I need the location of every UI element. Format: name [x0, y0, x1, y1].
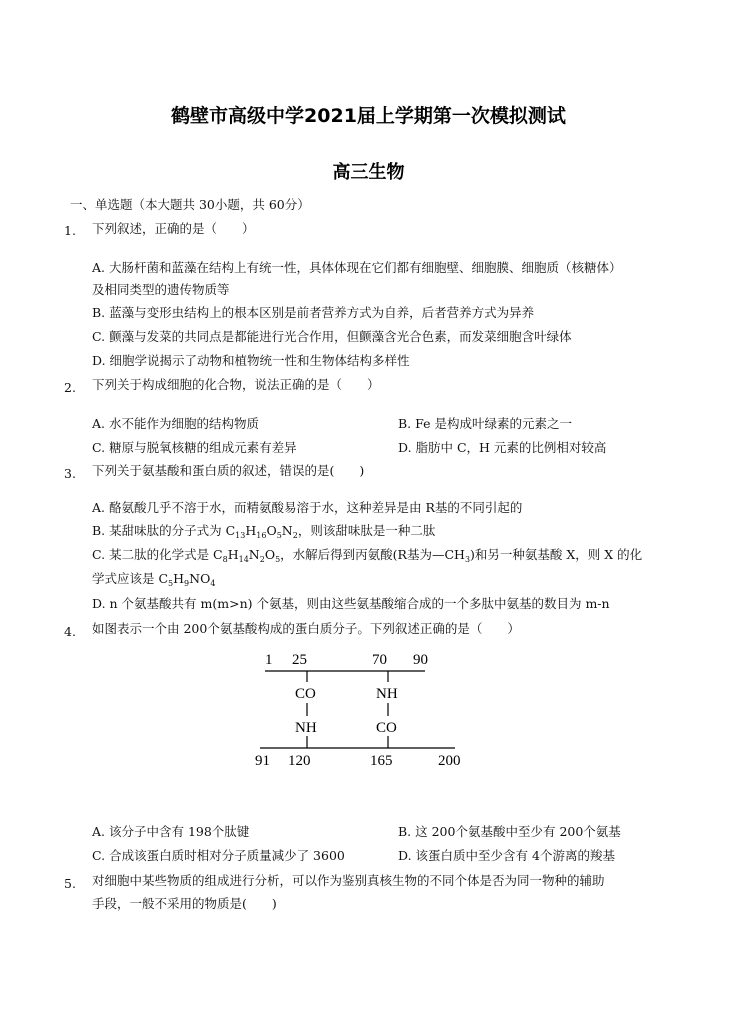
- nh-label: NH: [376, 686, 398, 702]
- option-b: B. Fe 是构成叶绿素的元素之一: [398, 416, 572, 431]
- question-stem: 对细胞中某些物质的组成进行分析，可以作为鉴别真核生物的不同个体是否为同一物种的辅助: [92, 873, 605, 888]
- option-d: D. 脂肪中 C，H 元素的比例相对较高: [398, 440, 607, 455]
- option-a: A. 酪氨酸几乎不溶于水，而精氨酸易溶于水，这种差异是由 R基的不同引起的: [92, 500, 523, 515]
- bottom-label: 165: [370, 753, 393, 769]
- option-c: C. 糖原与脱氧核糖的组成元素有差异: [92, 440, 297, 455]
- top-label: 90: [413, 652, 428, 668]
- option-a: A. 水不能作为细胞的结构物质: [92, 416, 259, 431]
- option-b: B. 某甜味肽的分子式为 $C_{13}H_{16}O_5N_2$，则该甜味肽是一种二肽: [92, 523, 436, 540]
- nh-label: NH: [295, 720, 317, 736]
- question-number: 2.: [64, 380, 76, 395]
- bottom-label: 91: [255, 753, 270, 769]
- exam-subtitle: 高三生物: [332, 162, 405, 183]
- option-c: C. 合成该蛋白质时相对分子质量减少了 3600: [92, 848, 345, 863]
- option-b: B. 这 200个氨基酸中至少有 200个氨基: [398, 824, 621, 839]
- exam-title: 鹤壁市高级中学2021届上学期第一次模拟测试: [171, 105, 566, 127]
- option-d: D. 该蛋白质中至少含有 4个游离的羧基: [398, 848, 615, 863]
- protein-structure-diagram: [255, 646, 475, 776]
- question-stem: 下列关于构成细胞的化合物，说法正确的是（ ）: [92, 377, 380, 392]
- option-a: A. 大肠杆菌和蓝藻在结构上有统一性，具体体现在它们都有细胞壁、细胞膜、细胞质（核糖体）: [92, 260, 622, 275]
- question-stem: 下列关于氨基酸和蛋白质的叙述，错误的是( ): [92, 463, 365, 478]
- question-number: 3.: [64, 466, 76, 481]
- section-heading: 一、单选题（本大题共 30小题，共 60分）: [70, 197, 310, 212]
- co-label: CO: [376, 720, 397, 736]
- option-d: D. 细胞学说揭示了动物和植物统一性和生物体结构多样性: [92, 353, 410, 368]
- question-number: 1.: [64, 223, 76, 238]
- bottom-label: 120: [288, 753, 311, 769]
- question-stem: 下列叙述，正确的是（ ）: [92, 221, 255, 236]
- question-number: 5.: [64, 876, 76, 891]
- top-label: 25: [292, 652, 307, 668]
- option-c: C. 某二肽的化学式是 $C_8H_{14}N_2O_5$，水解后得到丙氨酸(R基为$—CH_3$)和另一种氨基酸 X，则 X 的化: [92, 547, 643, 564]
- co-label: CO: [295, 686, 316, 702]
- question-number: 4.: [64, 624, 76, 639]
- top-label: 1: [265, 652, 273, 668]
- top-label: 70: [372, 652, 387, 668]
- question-stem: 如图表示一个由 200个氨基酸构成的蛋白质分子。下列叙述正确的是（ ）: [92, 621, 520, 636]
- option-b: B. 蓝藻与变形虫结构上的根本区别是前者营养方式为自养，后者营养方式为异养: [92, 305, 535, 320]
- option-a: A. 该分子中含有 198个肽键: [92, 824, 250, 839]
- option-c-continued: 学式应该是 $C_5H_9NO_4$: [92, 571, 216, 588]
- bottom-label: 200: [438, 753, 461, 769]
- option-c: C. 颤藻与发菜的共同点是都能进行光合作用，但颤藻含光合色素，而发菜细胞含叶绿体: [92, 329, 572, 344]
- option-a-continued: 及相同类型的遗传物质等: [92, 282, 230, 297]
- question-stem-continued: 手段，一般不采用的物质是( ): [92, 896, 277, 911]
- option-d: D. n 个氨基酸共有 m(m>n) 个氨基，则由这些氨基酸缩合成的一个多肽中氨基的数目为 m-n: [92, 596, 610, 611]
